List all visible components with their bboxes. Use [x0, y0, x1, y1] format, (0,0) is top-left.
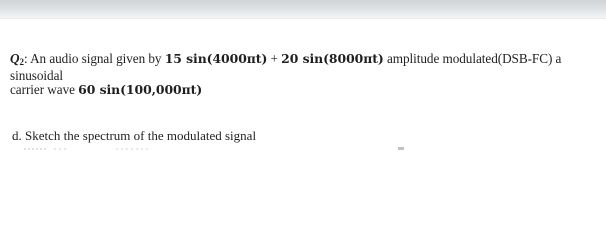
top-band — [0, 0, 606, 18]
question-intro: : An audio signal given by — [23, 51, 165, 66]
carrier-term: 60 sin(100,000πt) — [78, 82, 203, 97]
question-modulation-text: amplitude modulated(DSB-FC) a sinusoidal — [10, 51, 562, 83]
divider-line — [0, 18, 606, 19]
faint-mark-right — [398, 147, 404, 150]
audio-term-2: 20 sin(8000πt) — [281, 51, 384, 66]
question-label: $Q_2$ — [10, 51, 24, 67]
faint-marks — [24, 147, 164, 151]
question-text — [10, 52, 600, 97]
carrier-text: carrier wave — [10, 82, 79, 97]
plus-sign: + — [267, 51, 282, 66]
audio-term-1: 15 sin(4000πt) — [164, 51, 268, 66]
part-d-text: d. Sketch the spectrum of the modulated signal — [12, 128, 257, 143]
